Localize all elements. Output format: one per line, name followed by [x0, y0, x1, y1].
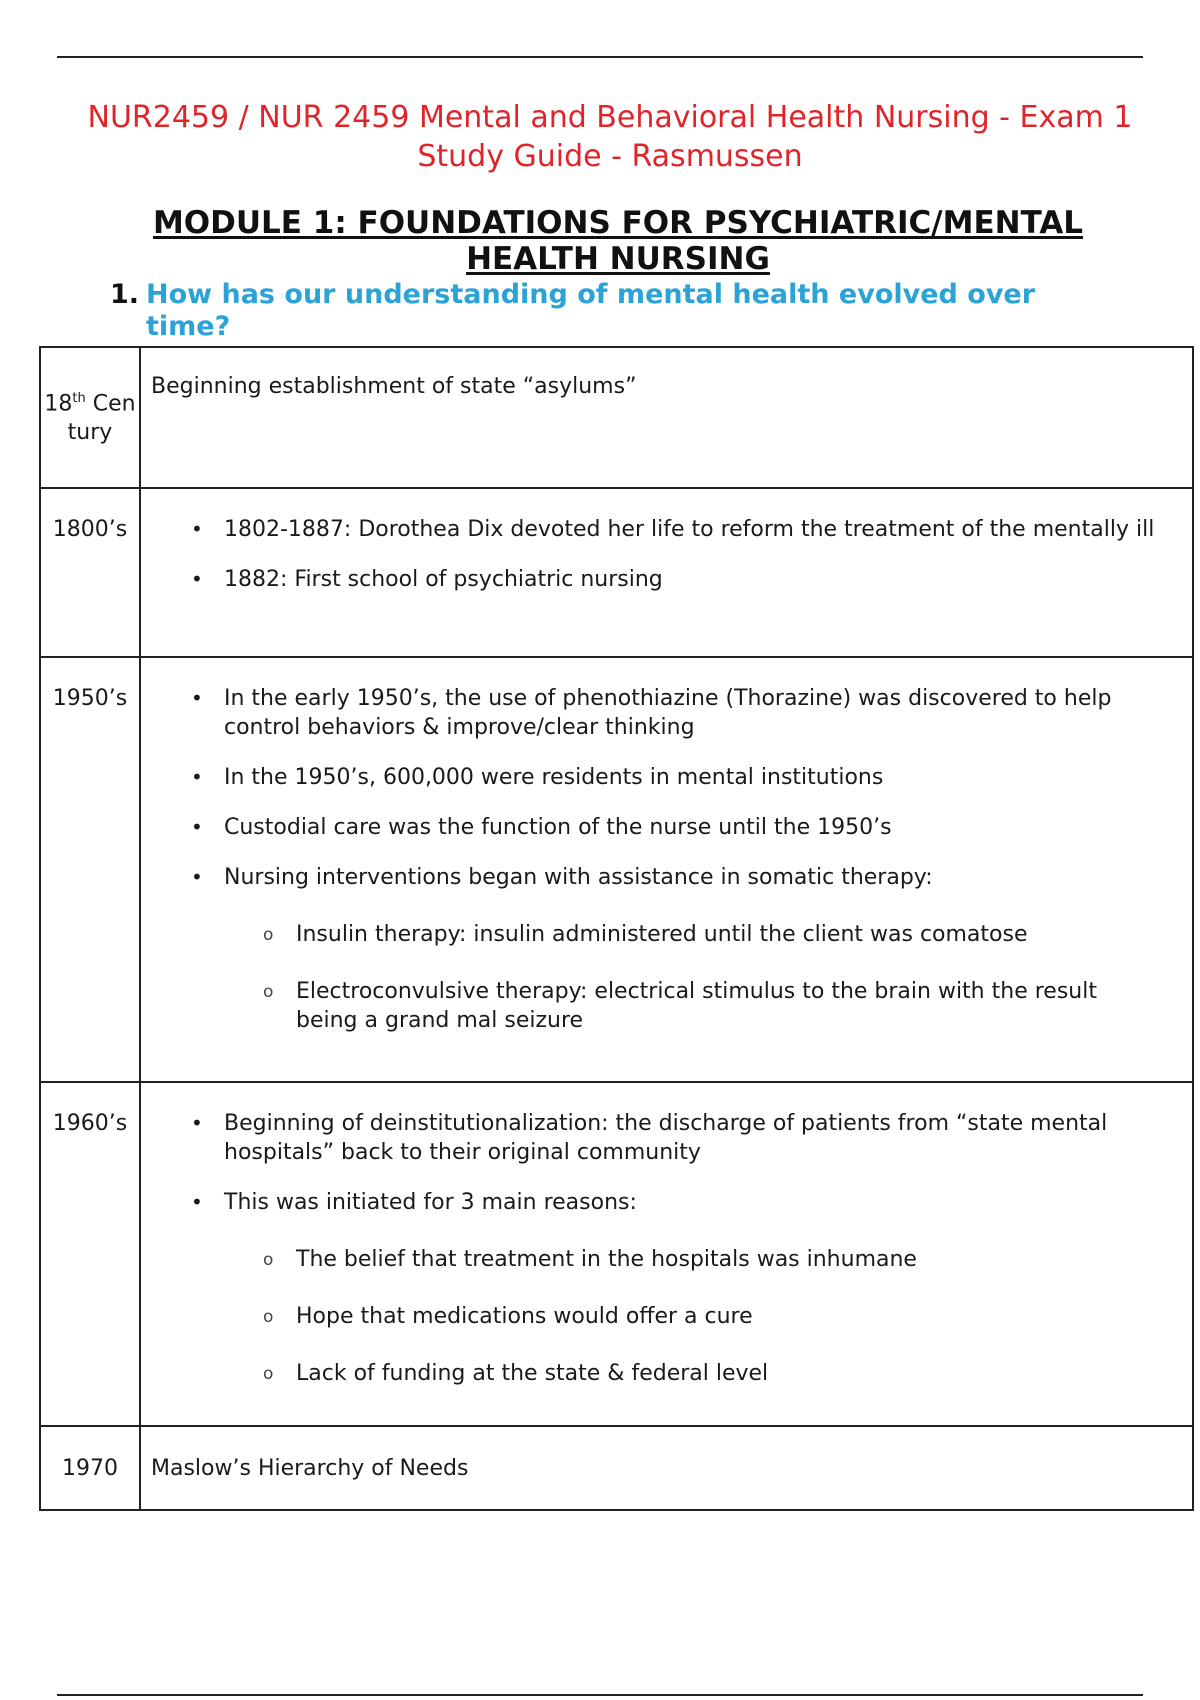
sub-list-item: o Lack of funding at the state & federal level: [151, 1359, 1162, 1388]
content-cell: [140, 1082, 1193, 1426]
list-item: • 1802-1887: Dorothea Dix devoted her life to reform the treatment of the mentally ill: [151, 515, 1162, 544]
sub-list-item: o Electroconvulsive therapy: electrical stimulus to the brain with the result being a grand mal seizure: [151, 977, 1162, 1035]
table-row: [40, 657, 1193, 1082]
list-item: • In the early 1950’s, the use of phenothiazine (Thorazine) was discovered to help control behaviors & improve/clear thinking: [151, 684, 1162, 742]
era-cell: 1960’s: [40, 1082, 140, 1426]
bullet-list: [151, 684, 1162, 892]
question-1: [110, 279, 1110, 343]
era-cell: 18th Century: [40, 347, 140, 488]
list-item: • This was initiated for 3 main reasons:: [151, 1188, 1162, 1217]
bullet-list: [151, 515, 1162, 594]
question-number: 1.: [110, 279, 140, 310]
list-item: • Nursing interventions began with assistance in somatic therapy:: [151, 863, 1162, 892]
sub-list-item: o The belief that treatment in the hospitals was inhumane: [151, 1245, 1162, 1274]
list-item: • In the 1950’s, 600,000 were residents in mental institutions: [151, 763, 1162, 792]
content-cell: [140, 657, 1193, 1082]
question-text: How has our understanding of mental health evolved over time?: [146, 279, 1036, 342]
content-cell: [140, 1426, 1193, 1510]
table-row: [40, 347, 1193, 488]
row-text: Beginning establishment of state “asylums”: [151, 374, 637, 399]
table-row: [40, 1082, 1193, 1426]
list-item: • Custodial care was the function of the nurse until the 1950’s: [151, 813, 1162, 842]
list-item: • 1882: First school of psychiatric nursing: [151, 565, 1162, 594]
sub-list-item: o Insulin therapy: insulin administered until the client was comatose: [151, 920, 1162, 949]
bullet-list: [151, 1109, 1162, 1217]
sub-bullet-list: [151, 1245, 1162, 1388]
sub-list-item: o Hope that medications would offer a cure: [151, 1302, 1162, 1331]
list-item: • Beginning of deinstitutionalization: the discharge of patients from “state mental hospitals” back to their original community: [151, 1109, 1162, 1167]
document-title: NUR2459 / NUR 2459 Mental and Behavioral Health Nursing - Exam 1 Study Guide - Rasmussen: [87, 100, 1133, 174]
top-rule: [57, 56, 1143, 58]
bottom-rule: [57, 1694, 1143, 1696]
era-cell: 1950’s: [40, 657, 140, 1082]
table-row: [40, 1426, 1193, 1510]
content-cell: [140, 488, 1193, 657]
timeline-table: [39, 346, 1194, 1511]
sub-bullet-list: [151, 920, 1162, 1035]
module-heading: MODULE 1: FOUNDATIONS FOR PSYCHIATRIC/MENTAL HEALTH NURSING: [152, 205, 1084, 277]
content-cell: [140, 347, 1193, 488]
row-text: Maslow’s Hierarchy of Needs: [151, 1455, 469, 1481]
table-row: [40, 488, 1193, 657]
era-cell: 1800’s: [40, 488, 140, 657]
era-cell: 1970: [40, 1426, 140, 1510]
